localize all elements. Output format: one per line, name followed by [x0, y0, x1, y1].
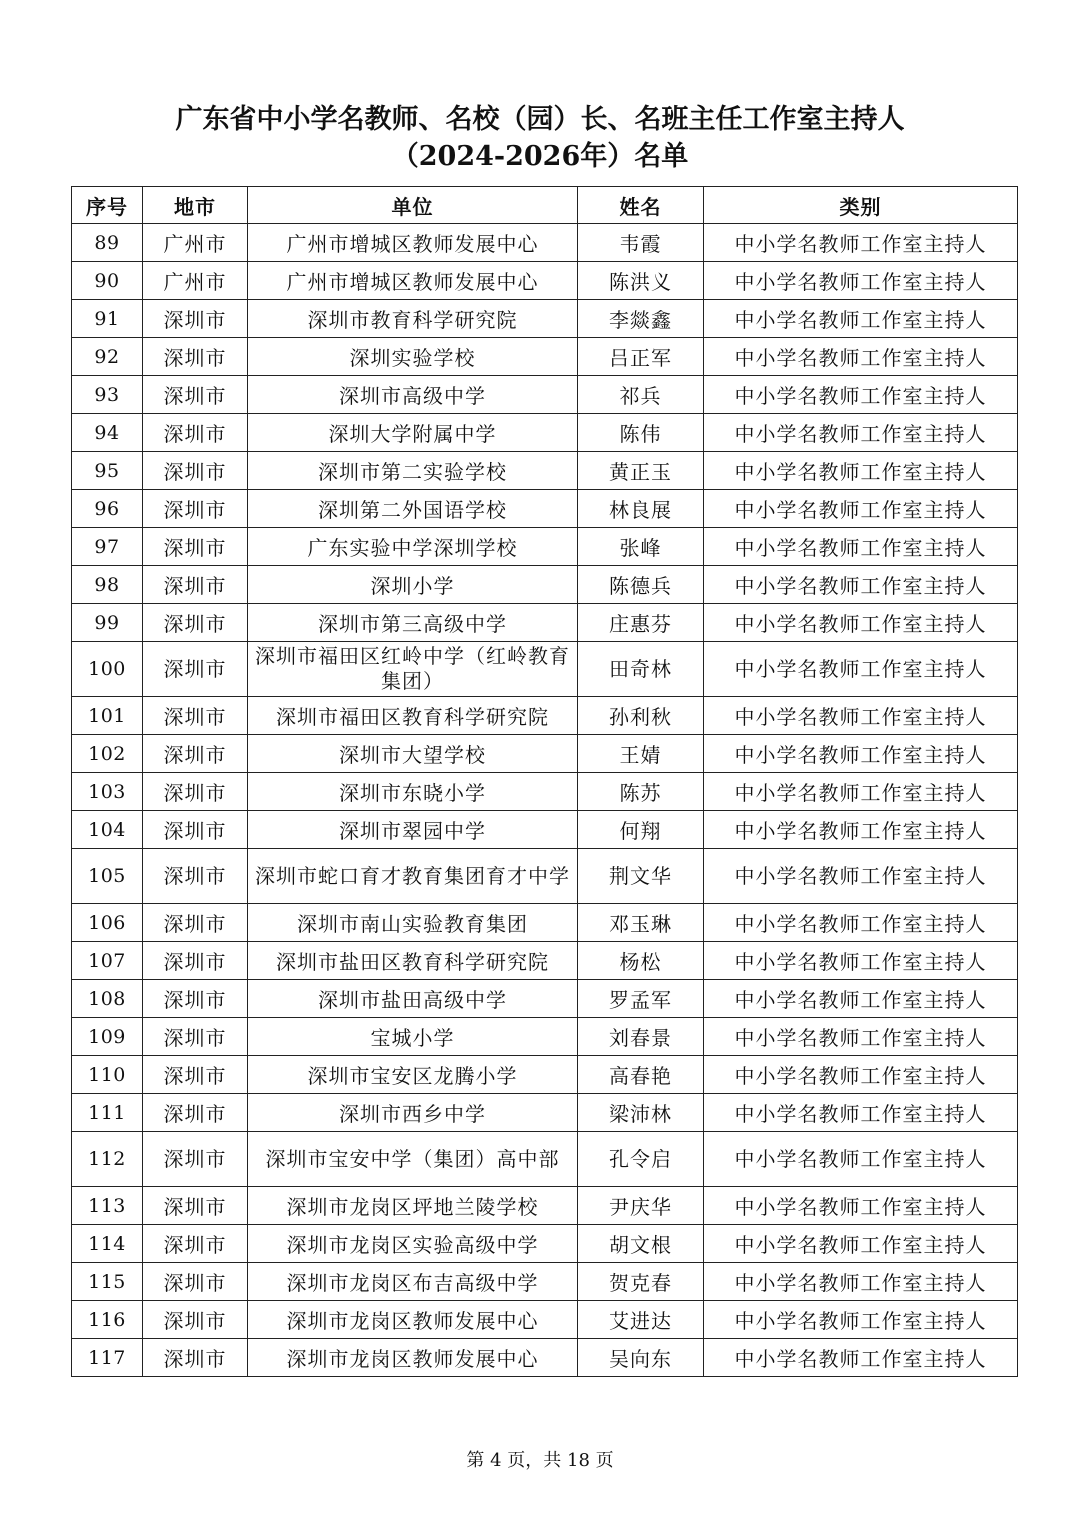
cell-index: 113: [72, 1187, 143, 1225]
cell-category: 中小学名教师工作室主持人: [704, 1225, 1018, 1263]
table-row: [72, 904, 1018, 942]
cell-index: 98: [72, 566, 143, 604]
cell-name: 高春艳: [578, 1056, 704, 1094]
cell-city: 深圳市: [143, 1094, 248, 1132]
cell-category: 中小学名教师工作室主持人: [704, 338, 1018, 376]
cell-index: 117: [72, 1339, 143, 1377]
table-row: [72, 528, 1018, 566]
cell-category: 中小学名教师工作室主持人: [704, 1339, 1018, 1377]
cell-index: 112: [72, 1132, 143, 1187]
page-footer: 第 4 页，共 18 页: [466, 1450, 614, 1471]
table-row: [72, 1339, 1018, 1377]
cell-category: 中小学名教师工作室主持人: [704, 490, 1018, 528]
cell-index: 115: [72, 1263, 143, 1301]
cell-category: 中小学名教师工作室主持人: [704, 811, 1018, 849]
cell-category: 中小学名教师工作室主持人: [704, 1132, 1018, 1187]
cell-index: 99: [72, 604, 143, 642]
cell-category: 中小学名教师工作室主持人: [704, 1056, 1018, 1094]
cell-category: 中小学名教师工作室主持人: [704, 604, 1018, 642]
cell-unit: 深圳市高级中学: [248, 376, 578, 414]
cell-unit: 深圳第二外国语学校: [248, 490, 578, 528]
cell-city: 深圳市: [143, 904, 248, 942]
cell-city: 深圳市: [143, 697, 248, 735]
cell-unit: 深圳市龙岗区布吉高级中学: [248, 1263, 578, 1301]
cell-city: 广州市: [143, 224, 248, 262]
table-header-row: [72, 187, 1018, 224]
cell-unit: 深圳小学: [248, 566, 578, 604]
cell-city: 深圳市: [143, 773, 248, 811]
cell-index: 93: [72, 376, 143, 414]
cell-category: 中小学名教师工作室主持人: [704, 697, 1018, 735]
cell-city: 深圳市: [143, 735, 248, 773]
cell-name: 贺克春: [578, 1263, 704, 1301]
cell-city: 广州市: [143, 262, 248, 300]
cell-name: 李燚鑫: [578, 300, 704, 338]
cell-category: 中小学名教师工作室主持人: [704, 300, 1018, 338]
cell-index: 108: [72, 980, 143, 1018]
cell-unit: 广州市增城区教师发展中心: [248, 224, 578, 262]
table-row: [72, 1263, 1018, 1301]
column-header-unit: 单位: [248, 187, 578, 224]
cell-index: 106: [72, 904, 143, 942]
table-row: [72, 1094, 1018, 1132]
cell-name: 胡文根: [578, 1225, 704, 1263]
cell-name: 刘春景: [578, 1018, 704, 1056]
cell-category: 中小学名教师工作室主持人: [704, 849, 1018, 904]
cell-index: 94: [72, 414, 143, 452]
cell-index: 103: [72, 773, 143, 811]
cell-unit: 深圳市大望学校: [248, 735, 578, 773]
cell-name: 田奇林: [578, 642, 704, 697]
column-header-city: 地市: [143, 187, 248, 224]
cell-name: 张峰: [578, 528, 704, 566]
table-row: [72, 414, 1018, 452]
cell-city: 深圳市: [143, 849, 248, 904]
table-row: [72, 773, 1018, 811]
cell-category: 中小学名教师工作室主持人: [704, 566, 1018, 604]
cell-name: 邓玉琳: [578, 904, 704, 942]
page-title: 广东省中小学名教师、名校（园）长、名班主任工作室主持人: [175, 104, 905, 135]
table-row: [72, 642, 1018, 697]
cell-city: 深圳市: [143, 604, 248, 642]
cell-name: 吕正军: [578, 338, 704, 376]
cell-index: 114: [72, 1225, 143, 1263]
cell-unit: 深圳市宝安区龙腾小学: [248, 1056, 578, 1094]
table-row: [72, 262, 1018, 300]
cell-name: 梁沛林: [578, 1094, 704, 1132]
cell-category: 中小学名教师工作室主持人: [704, 414, 1018, 452]
cell-index: 100: [72, 642, 143, 697]
cell-category: 中小学名教师工作室主持人: [704, 376, 1018, 414]
cell-unit: 广东实验中学深圳学校: [248, 528, 578, 566]
table-row: [72, 1225, 1018, 1263]
cell-index: 102: [72, 735, 143, 773]
cell-name: 陈德兵: [578, 566, 704, 604]
table-row: [72, 300, 1018, 338]
cell-name: 陈苏: [578, 773, 704, 811]
cell-unit: 深圳市第二实验学校: [248, 452, 578, 490]
table-row: [72, 376, 1018, 414]
cell-index: 109: [72, 1018, 143, 1056]
cell-city: 深圳市: [143, 811, 248, 849]
cell-category: 中小学名教师工作室主持人: [704, 773, 1018, 811]
cell-unit: 宝城小学: [248, 1018, 578, 1056]
cell-unit: 深圳市盐田区教育科学研究院: [248, 942, 578, 980]
table-row: [72, 1301, 1018, 1339]
table-row: [72, 490, 1018, 528]
cell-index: 105: [72, 849, 143, 904]
cell-unit: 深圳市福田区教育科学研究院: [248, 697, 578, 735]
table-row: [72, 980, 1018, 1018]
table-row: [72, 566, 1018, 604]
cell-name: 尹庆华: [578, 1187, 704, 1225]
cell-unit: 深圳市蛇口育才教育集团育才中学: [248, 849, 578, 904]
cell-unit: 广州市增城区教师发展中心: [248, 262, 578, 300]
table-row: [72, 735, 1018, 773]
cell-city: 深圳市: [143, 566, 248, 604]
cell-category: 中小学名教师工作室主持人: [704, 904, 1018, 942]
cell-unit: 深圳市东晓小学: [248, 773, 578, 811]
cell-index: 97: [72, 528, 143, 566]
cell-name: 罗孟军: [578, 980, 704, 1018]
cell-name: 陈洪义: [578, 262, 704, 300]
cell-unit: 深圳市龙岗区教师发展中心: [248, 1339, 578, 1377]
table-row: [72, 1132, 1018, 1187]
cell-name: 韦霞: [578, 224, 704, 262]
cell-unit: 深圳市教育科学研究院: [248, 300, 578, 338]
column-header-name: 姓名: [578, 187, 704, 224]
cell-city: 深圳市: [143, 1301, 248, 1339]
cell-city: 深圳市: [143, 528, 248, 566]
cell-city: 深圳市: [143, 452, 248, 490]
cell-city: 深圳市: [143, 1263, 248, 1301]
table-row: [72, 811, 1018, 849]
table-row: [72, 224, 1018, 262]
cell-city: 深圳市: [143, 980, 248, 1018]
cell-unit: 深圳实验学校: [248, 338, 578, 376]
cell-category: 中小学名教师工作室主持人: [704, 1187, 1018, 1225]
cell-category: 中小学名教师工作室主持人: [704, 980, 1018, 1018]
cell-index: 89: [72, 224, 143, 262]
cell-city: 深圳市: [143, 376, 248, 414]
cell-unit: 深圳市福田区红岭中学（红岭教育集团）: [248, 642, 578, 697]
cell-category: 中小学名教师工作室主持人: [704, 262, 1018, 300]
cell-index: 111: [72, 1094, 143, 1132]
cell-category: 中小学名教师工作室主持人: [704, 528, 1018, 566]
cell-unit: 深圳市第三高级中学: [248, 604, 578, 642]
cell-index: 95: [72, 452, 143, 490]
column-header-index: 序号: [72, 187, 143, 224]
cell-category: 中小学名教师工作室主持人: [704, 224, 1018, 262]
cell-category: 中小学名教师工作室主持人: [704, 1301, 1018, 1339]
cell-category: 中小学名教师工作室主持人: [704, 642, 1018, 697]
cell-name: 艾进达: [578, 1301, 704, 1339]
cell-index: 90: [72, 262, 143, 300]
cell-index: 110: [72, 1056, 143, 1094]
cell-name: 杨松: [578, 942, 704, 980]
cell-unit: 深圳市龙岗区坪地兰陵学校: [248, 1187, 578, 1225]
cell-name: 林良展: [578, 490, 704, 528]
table-row: [72, 338, 1018, 376]
cell-city: 深圳市: [143, 1339, 248, 1377]
cell-unit: 深圳大学附属中学: [248, 414, 578, 452]
table-row: [72, 1056, 1018, 1094]
cell-index: 92: [72, 338, 143, 376]
cell-city: 深圳市: [143, 1018, 248, 1056]
page-subtitle: （2024-2026年）名单: [391, 141, 689, 172]
cell-index: 116: [72, 1301, 143, 1339]
cell-category: 中小学名教师工作室主持人: [704, 1094, 1018, 1132]
roster-table: [71, 186, 1018, 1377]
cell-city: 深圳市: [143, 1056, 248, 1094]
table-row: [72, 942, 1018, 980]
cell-category: 中小学名教师工作室主持人: [704, 1263, 1018, 1301]
cell-city: 深圳市: [143, 1187, 248, 1225]
cell-category: 中小学名教师工作室主持人: [704, 942, 1018, 980]
cell-index: 96: [72, 490, 143, 528]
column-header-category: 类别: [704, 187, 1018, 224]
cell-unit: 深圳市南山实验教育集团: [248, 904, 578, 942]
cell-city: 深圳市: [143, 300, 248, 338]
cell-name: 庄惠芬: [578, 604, 704, 642]
table-row: [72, 1018, 1018, 1056]
cell-unit: 深圳市翠园中学: [248, 811, 578, 849]
table-row: [72, 604, 1018, 642]
cell-name: 孙利秋: [578, 697, 704, 735]
cell-city: 深圳市: [143, 942, 248, 980]
cell-city: 深圳市: [143, 1132, 248, 1187]
cell-name: 孔令启: [578, 1132, 704, 1187]
cell-name: 何翔: [578, 811, 704, 849]
cell-name: 王婧: [578, 735, 704, 773]
cell-city: 深圳市: [143, 414, 248, 452]
table-row: [72, 1187, 1018, 1225]
cell-name: 荆文华: [578, 849, 704, 904]
cell-city: 深圳市: [143, 338, 248, 376]
cell-name: 陈伟: [578, 414, 704, 452]
cell-city: 深圳市: [143, 642, 248, 697]
cell-index: 104: [72, 811, 143, 849]
table-row: [72, 849, 1018, 904]
cell-name: 黄正玉: [578, 452, 704, 490]
cell-category: 中小学名教师工作室主持人: [704, 452, 1018, 490]
cell-city: 深圳市: [143, 490, 248, 528]
cell-city: 深圳市: [143, 1225, 248, 1263]
cell-unit: 深圳市西乡中学: [248, 1094, 578, 1132]
cell-unit: 深圳市盐田高级中学: [248, 980, 578, 1018]
cell-category: 中小学名教师工作室主持人: [704, 1018, 1018, 1056]
table-row: [72, 697, 1018, 735]
cell-unit: 深圳市龙岗区实验高级中学: [248, 1225, 578, 1263]
cell-index: 101: [72, 697, 143, 735]
cell-index: 91: [72, 300, 143, 338]
cell-unit: 深圳市宝安中学（集团）高中部: [248, 1132, 578, 1187]
cell-unit: 深圳市龙岗区教师发展中心: [248, 1301, 578, 1339]
cell-category: 中小学名教师工作室主持人: [704, 735, 1018, 773]
cell-name: 祁兵: [578, 376, 704, 414]
cell-index: 107: [72, 942, 143, 980]
table-row: [72, 452, 1018, 490]
cell-name: 吴向东: [578, 1339, 704, 1377]
